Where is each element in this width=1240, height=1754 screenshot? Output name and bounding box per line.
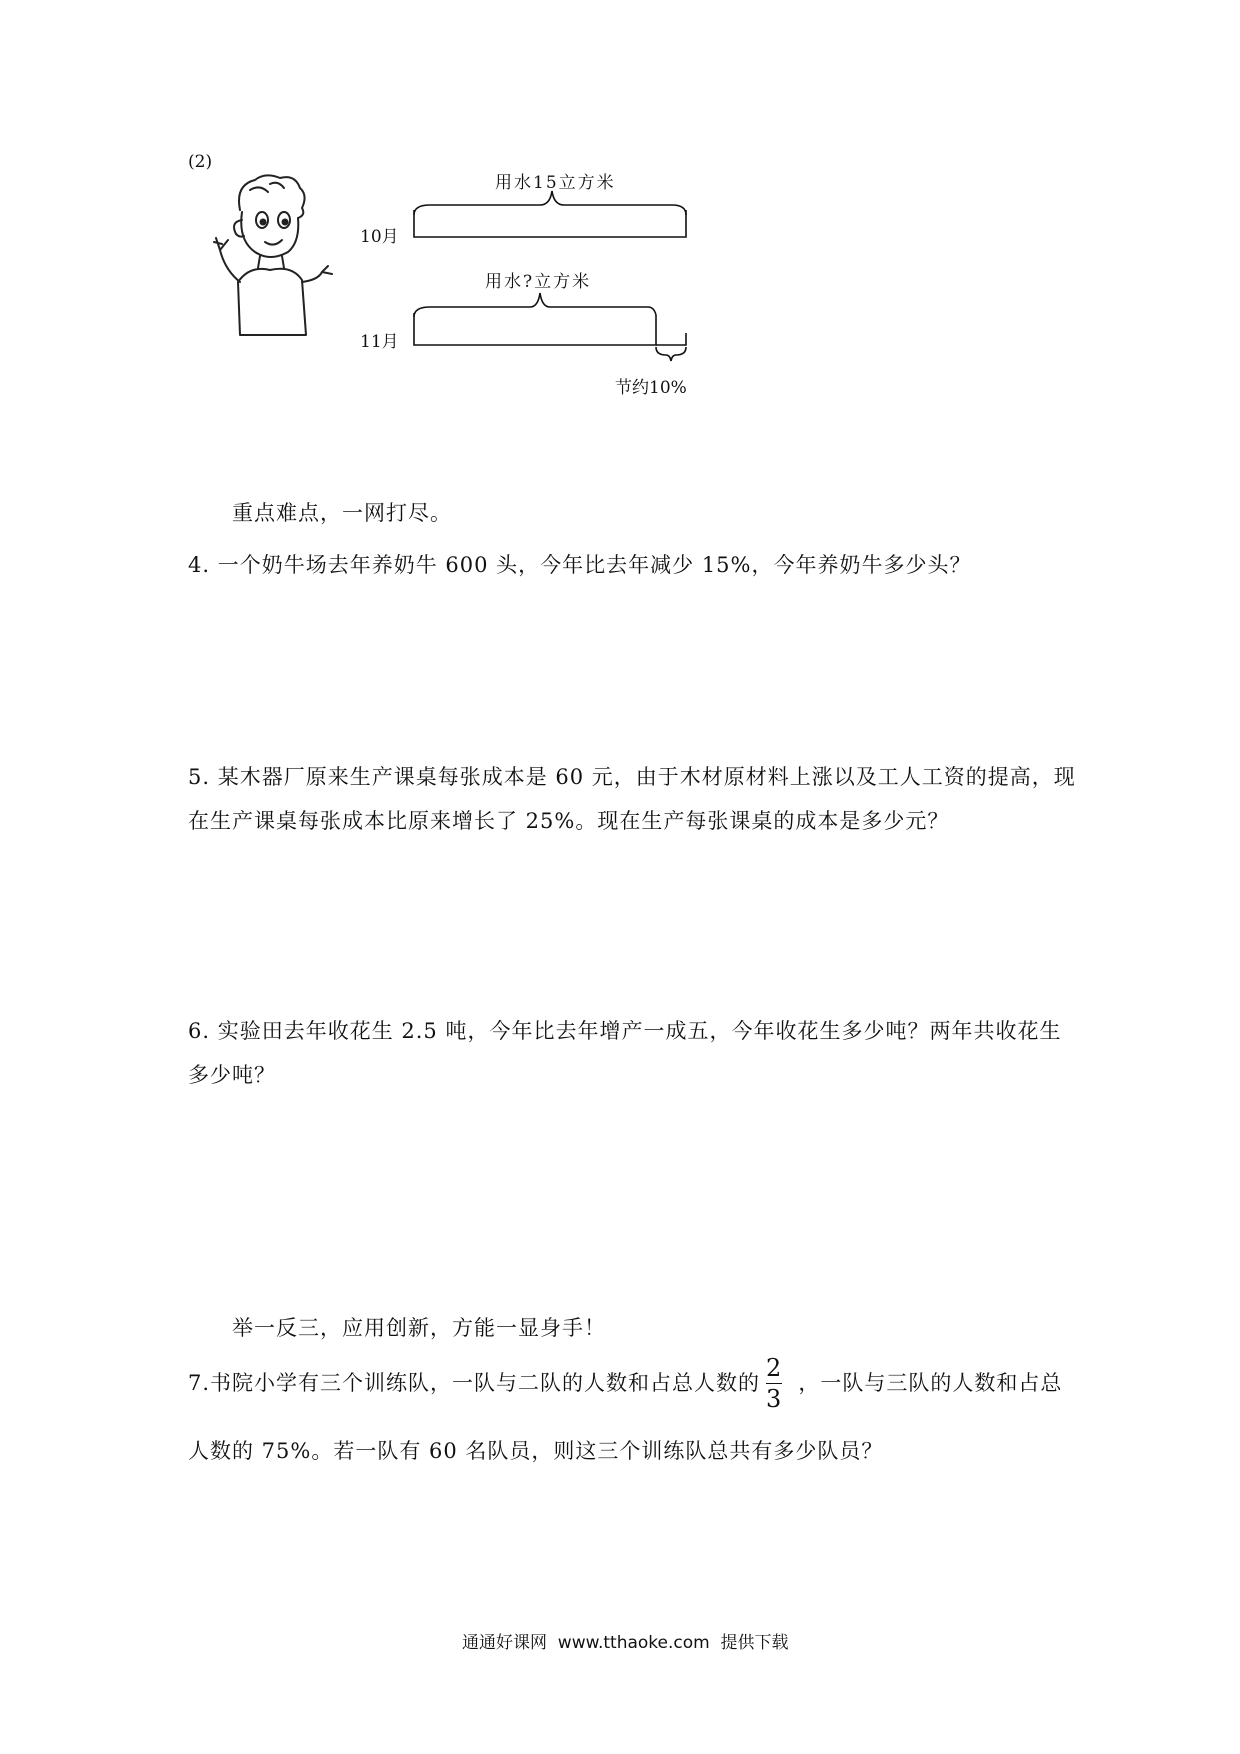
part-label: (2) bbox=[188, 152, 213, 172]
saving-label: 节约10% bbox=[615, 378, 687, 398]
question-4: 4. 一个奶牛场去年养奶牛 600 头，今年比去年减少 15%，今年养奶牛多少头？ bbox=[188, 553, 972, 577]
fraction-bar bbox=[766, 1383, 782, 1384]
question-7-line-2: 人数的 75%。若一队有 60 名队员，则这三个训练队总共有多少队员？ bbox=[188, 1439, 884, 1463]
comparison-bar-diagram bbox=[410, 185, 700, 375]
question-7-text-part-1: 7.书院小学有三个训练队，一队与二队的人数和占总人数的 bbox=[188, 1370, 761, 1395]
october-usage-label: 用水15立方米 bbox=[495, 173, 616, 193]
question-5-line-2: 在生产课桌每张成本比原来增长了 25%。现在生产每张课桌的成本是多少元？ bbox=[188, 809, 950, 833]
apply-heading: 举一反三，应用创新，方能一显身手！ bbox=[232, 1316, 606, 1340]
key-points-heading: 重点难点，一网打尽。 bbox=[232, 501, 452, 525]
october-label: 10月 bbox=[360, 227, 399, 247]
cartoon-boy-illustration bbox=[210, 170, 340, 350]
fraction-denominator: 3 bbox=[766, 1385, 783, 1413]
question-5-line-1: 5. 某木器厂原来生产课桌每张成本是 60 元，由于木材原材料上涨以及工人工资的提高，现 bbox=[188, 765, 1076, 789]
november-usage-label: 用水?立方米 bbox=[485, 272, 592, 292]
question-6-line-2: 多少吨？ bbox=[188, 1063, 276, 1087]
fraction-numerator: 2 bbox=[766, 1354, 783, 1382]
november-label: 11月 bbox=[360, 332, 399, 352]
question-6-line-1: 6. 实验田去年收花生 2.5 吨，今年比去年增产一成五，今年收花生多少吨？两年共收花生 bbox=[188, 1019, 1062, 1043]
question-7-text-part-2: ，一队与三队的人数和占总 bbox=[798, 1370, 1063, 1395]
question-7-line-1 bbox=[188, 1356, 1062, 1411]
page-footer: 通通好课网 www.tthaoke.com 提供下载 bbox=[462, 1633, 789, 1653]
two-thirds-fraction bbox=[766, 1356, 782, 1411]
